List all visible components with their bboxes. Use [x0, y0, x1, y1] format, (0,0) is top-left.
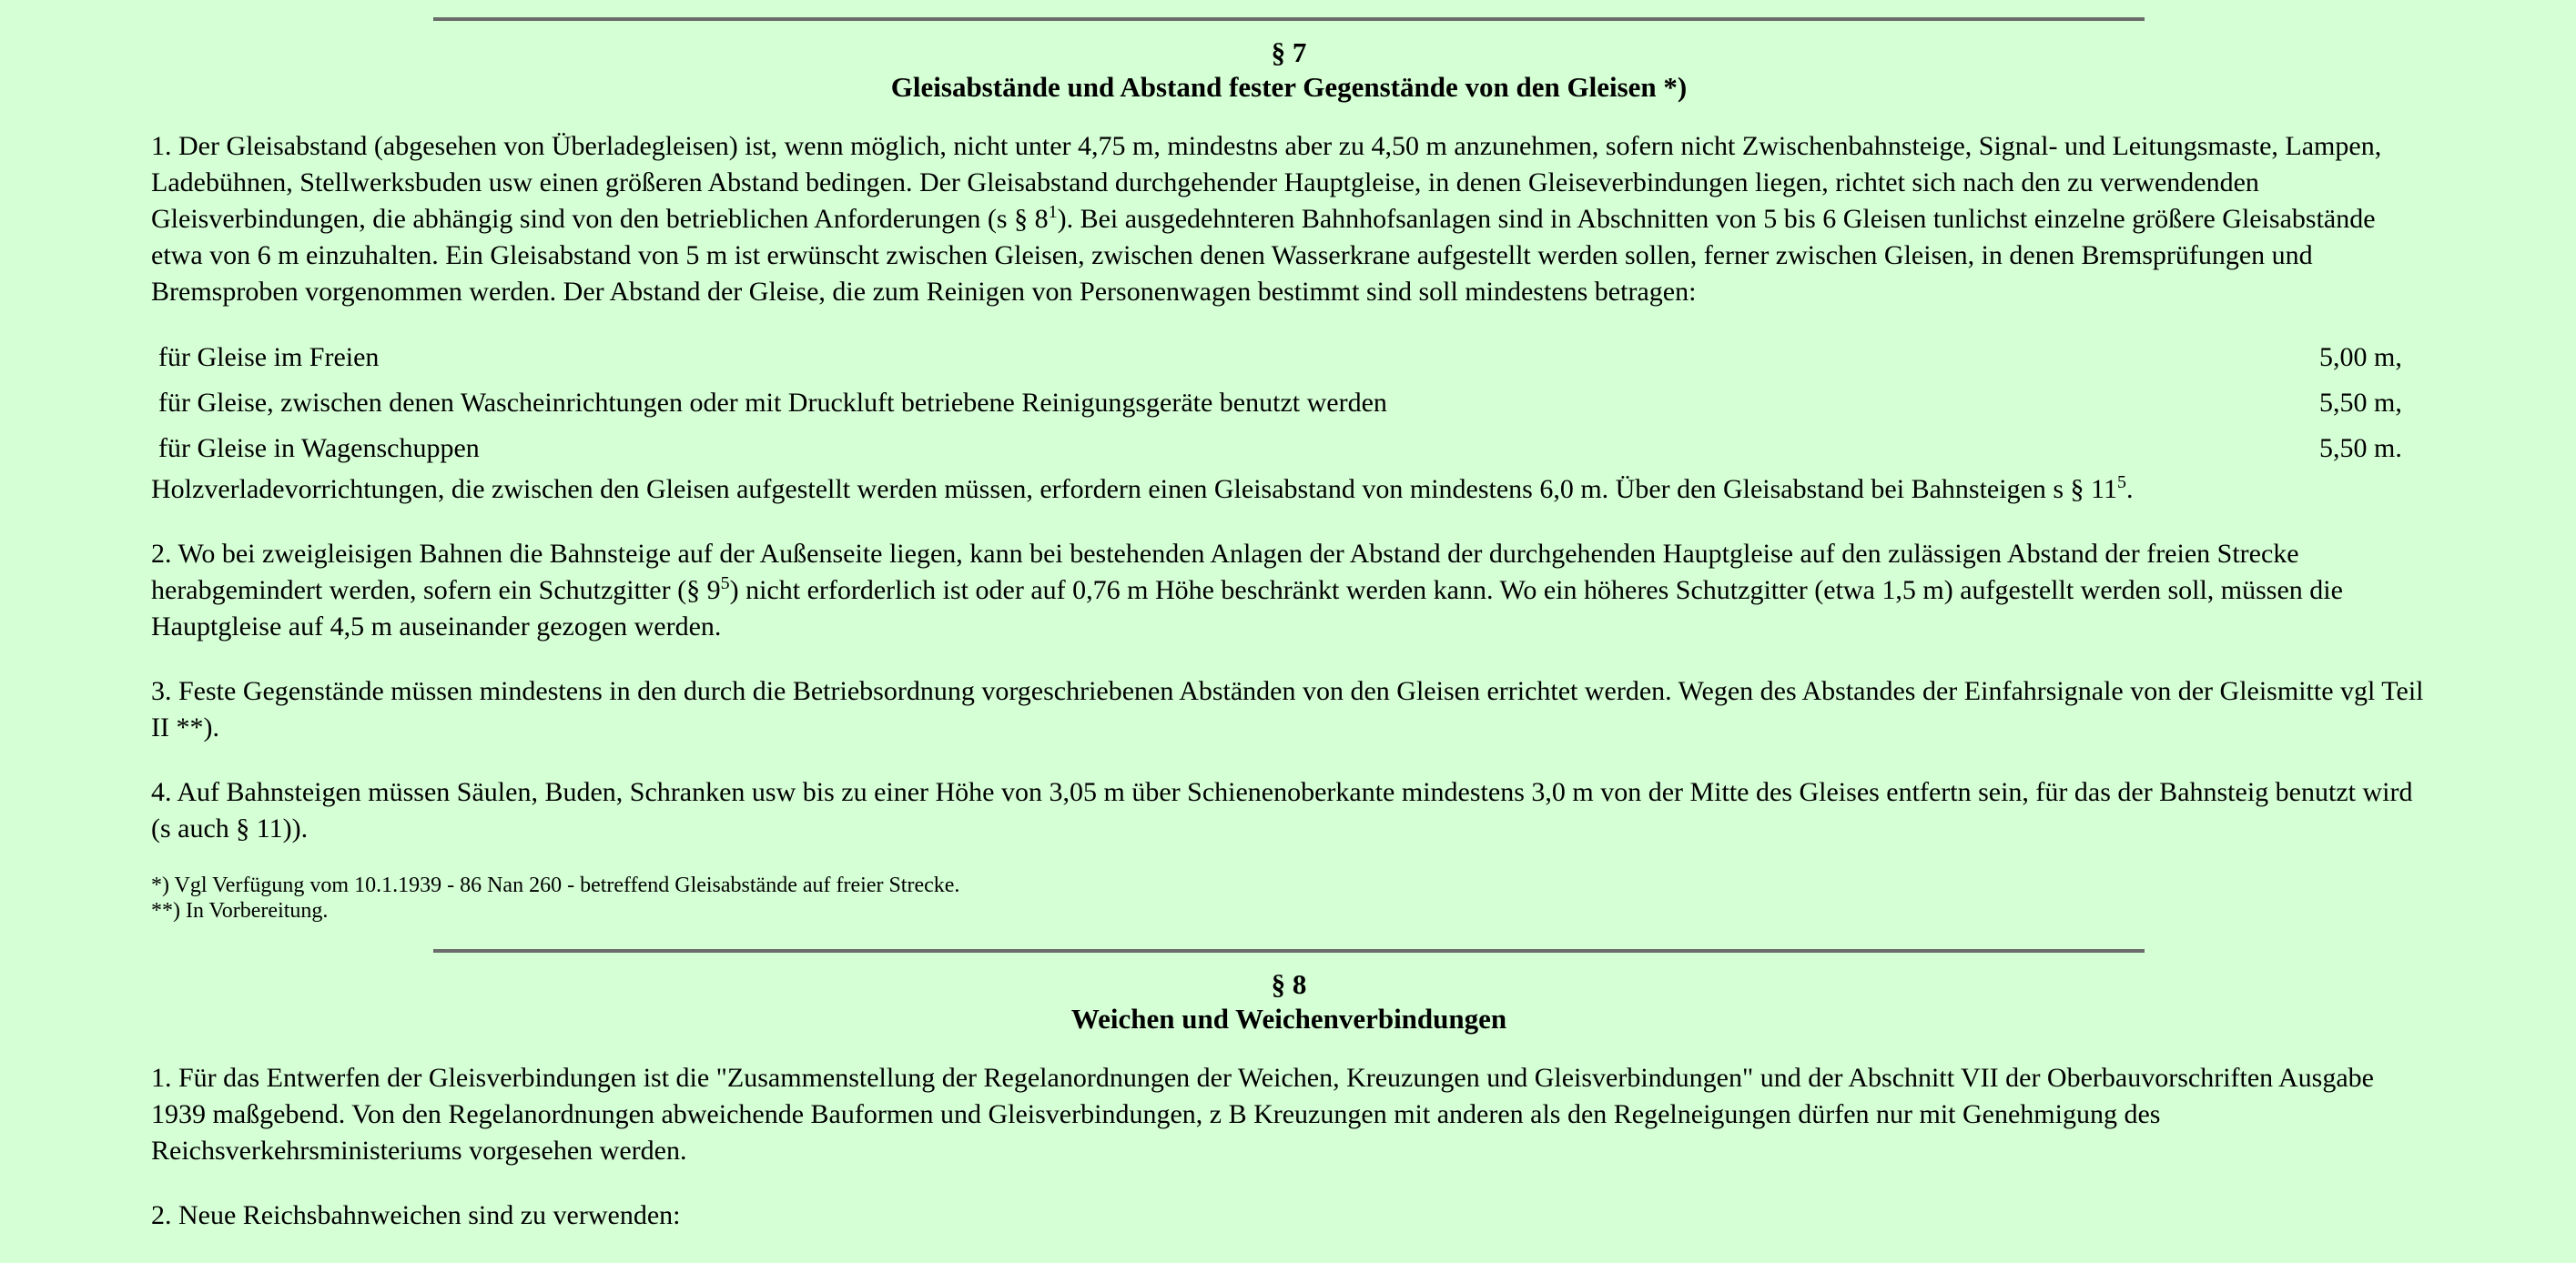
paragraph-text: 1. Der Gleisabstand (abgesehen von Überladegleisen) ist, wenn möglich, nicht unter 4,75 m, mindestns aber zu 4,50 m anzunehmen, sofern nicht Zwischenbahnsteige, Signal- und Leitungsmaste, Lampen, Ladebühnen, Stellwerksbuden usw einen größeren Abstand bedingen. Der Gleisabstand durchgehender Hauptgleise, in denen Gleiseverbindungen liegen, richtet sich nach den zu verwendenden Gleisverbindungen, die abhängig sind von den betrieblichen Anforderungen (s § 8 [151, 131, 2382, 234]
section-7-paragraph-4: 4. Auf Bahnsteigen müssen Säulen, Buden, Schranken usw bis zu einer Höhe von 3,05 m über Schienenoberkante mindestens 3,0 m von der Mitte des Gleises entfertn sein, für das der Bahnsteig benutzt wird (s auch § 11)). [151, 777, 2413, 844]
section-7-number: § 7 [1271, 36, 1307, 68]
superscript-reference: 5 [720, 573, 730, 593]
table-row [151, 335, 2427, 380]
section-8-paragraph-2: 2. Neue Reichsbahnweichen sind zu verwenden: [151, 1200, 681, 1230]
paragraph-text: . [2125, 474, 2134, 504]
footnote-1: *) Vgl Verfügung vom 10.1.1939 - 86 Nan 260 - betreffend Gleisabstände auf freier Strecke. [151, 874, 960, 897]
document-page [151, 0, 2427, 1234]
table-row [151, 426, 2427, 471]
section-7-paragraph-3: 3. Feste Gegenstände müssen mindestens in den durch die Betriebsordnung vorgeschriebenen Abständen von den Gleisen errichtet werden. Wegen des Abstandes der Einfahrsignale von der Gleismitte vgl Teil II **). [151, 676, 2424, 743]
footnote-2: **) In Vorbereitung. [151, 899, 329, 923]
footnotes [151, 873, 2427, 924]
section-8-title: Weichen und Weichenverbindungen [1070, 1003, 1507, 1035]
table-cell-value: 5,50 m, [2319, 388, 2402, 418]
paragraph-text: ). Bei ausgedehnteren Bahnhofsanlagen sind in Abschnitten von 5 bis 6 Gleisen tunlichst einzelne größere Gleisabstände etwa von 6 m einzuhalten. Ein Gleisabstand von 5 m ist erwünscht zwischen Gleisen, zwischen denen Wasserkrane aufgestellt werden sollen, ferner zwischen Gleisen, in denen Bremsprüfungen und Bremsproben vorgenommen werden. Der Abstand der Gleise, die zum Reinigen von Personenwagen bestimmt sind soll mindestens betragen: [151, 204, 2376, 307]
superscript-reference: 1 [1048, 202, 1058, 222]
paragraph-text: Holzverladevorrichtungen, die zwischen den Gleisen aufgestellt werden müssen, erfordern einen Gleisabstand von mindestens 6,0 m. Über den Gleisabstand bei Bahnsteigen s § 11 [151, 474, 2117, 504]
paragraph-text: ) nicht erforderlich ist oder auf 0,76 m Höhe beschränkt werden kann. Wo ein höheres Schutzgitter (etwa 1,5 m) aufgestellt werden soll, müssen die Hauptgleise auf 4,5 m auseinander gezogen werden. [151, 575, 2343, 642]
table-cell-label: für Gleise im Freien [158, 342, 380, 372]
section-7-paragraph-1-continued [151, 471, 2427, 508]
section-divider [433, 17, 2145, 21]
section-7-paragraph-1 [151, 128, 2427, 310]
table-cell-label: für Gleise in Wagenschuppen [158, 433, 480, 463]
section-8-number: § 8 [1271, 968, 1307, 1000]
table-cell-label: für Gleise, zwischen denen Wascheinrichtungen oder mit Druckluft betriebene Reinigungsgeräte benutzt werden [158, 388, 1387, 418]
paragraph-text: 2. Wo bei zweigleisigen Bahnen die Bahnsteige auf der Außenseite liegen, kann bei bestehenden Anlagen der Abstand der durchgehenden Hauptgleise auf den zulässigen Abstand der freien Strecke herabgemindert werden, sofern ein Schutzgitter (§ 9 [151, 539, 2299, 605]
table-cell-value: 5,00 m, [2319, 342, 2402, 372]
section-8-paragraph-1: 1. Für das Entwerfen der Gleisverbindungen ist die "Zusammenstellung der Regelanordnungen der Weichen, Kreuzungen und Gleisverbindungen" und der Abschnitt VII der Oberbauvorschriften Ausgabe 1939 maßgebend. Von den Regelanordnungen abweichende Bauformen und Gleisverbindungen, z B Kreuzungen mit anderen als den Regelneigungen dürfen nur mit Genehmigung des Reichsverkehrsministeriums vorgesehen werden. [151, 1063, 2374, 1166]
section-7-paragraph-2 [151, 536, 2427, 645]
track-distance-table [151, 335, 2427, 471]
table-row [151, 380, 2427, 426]
section-7-title: Gleisabstände und Abstand fester Gegenstände von den Gleisen *) [890, 71, 1688, 103]
section-divider [433, 949, 2145, 953]
table-cell-value: 5,50 m. [2319, 433, 2402, 463]
superscript-reference: 5 [2116, 472, 2126, 492]
